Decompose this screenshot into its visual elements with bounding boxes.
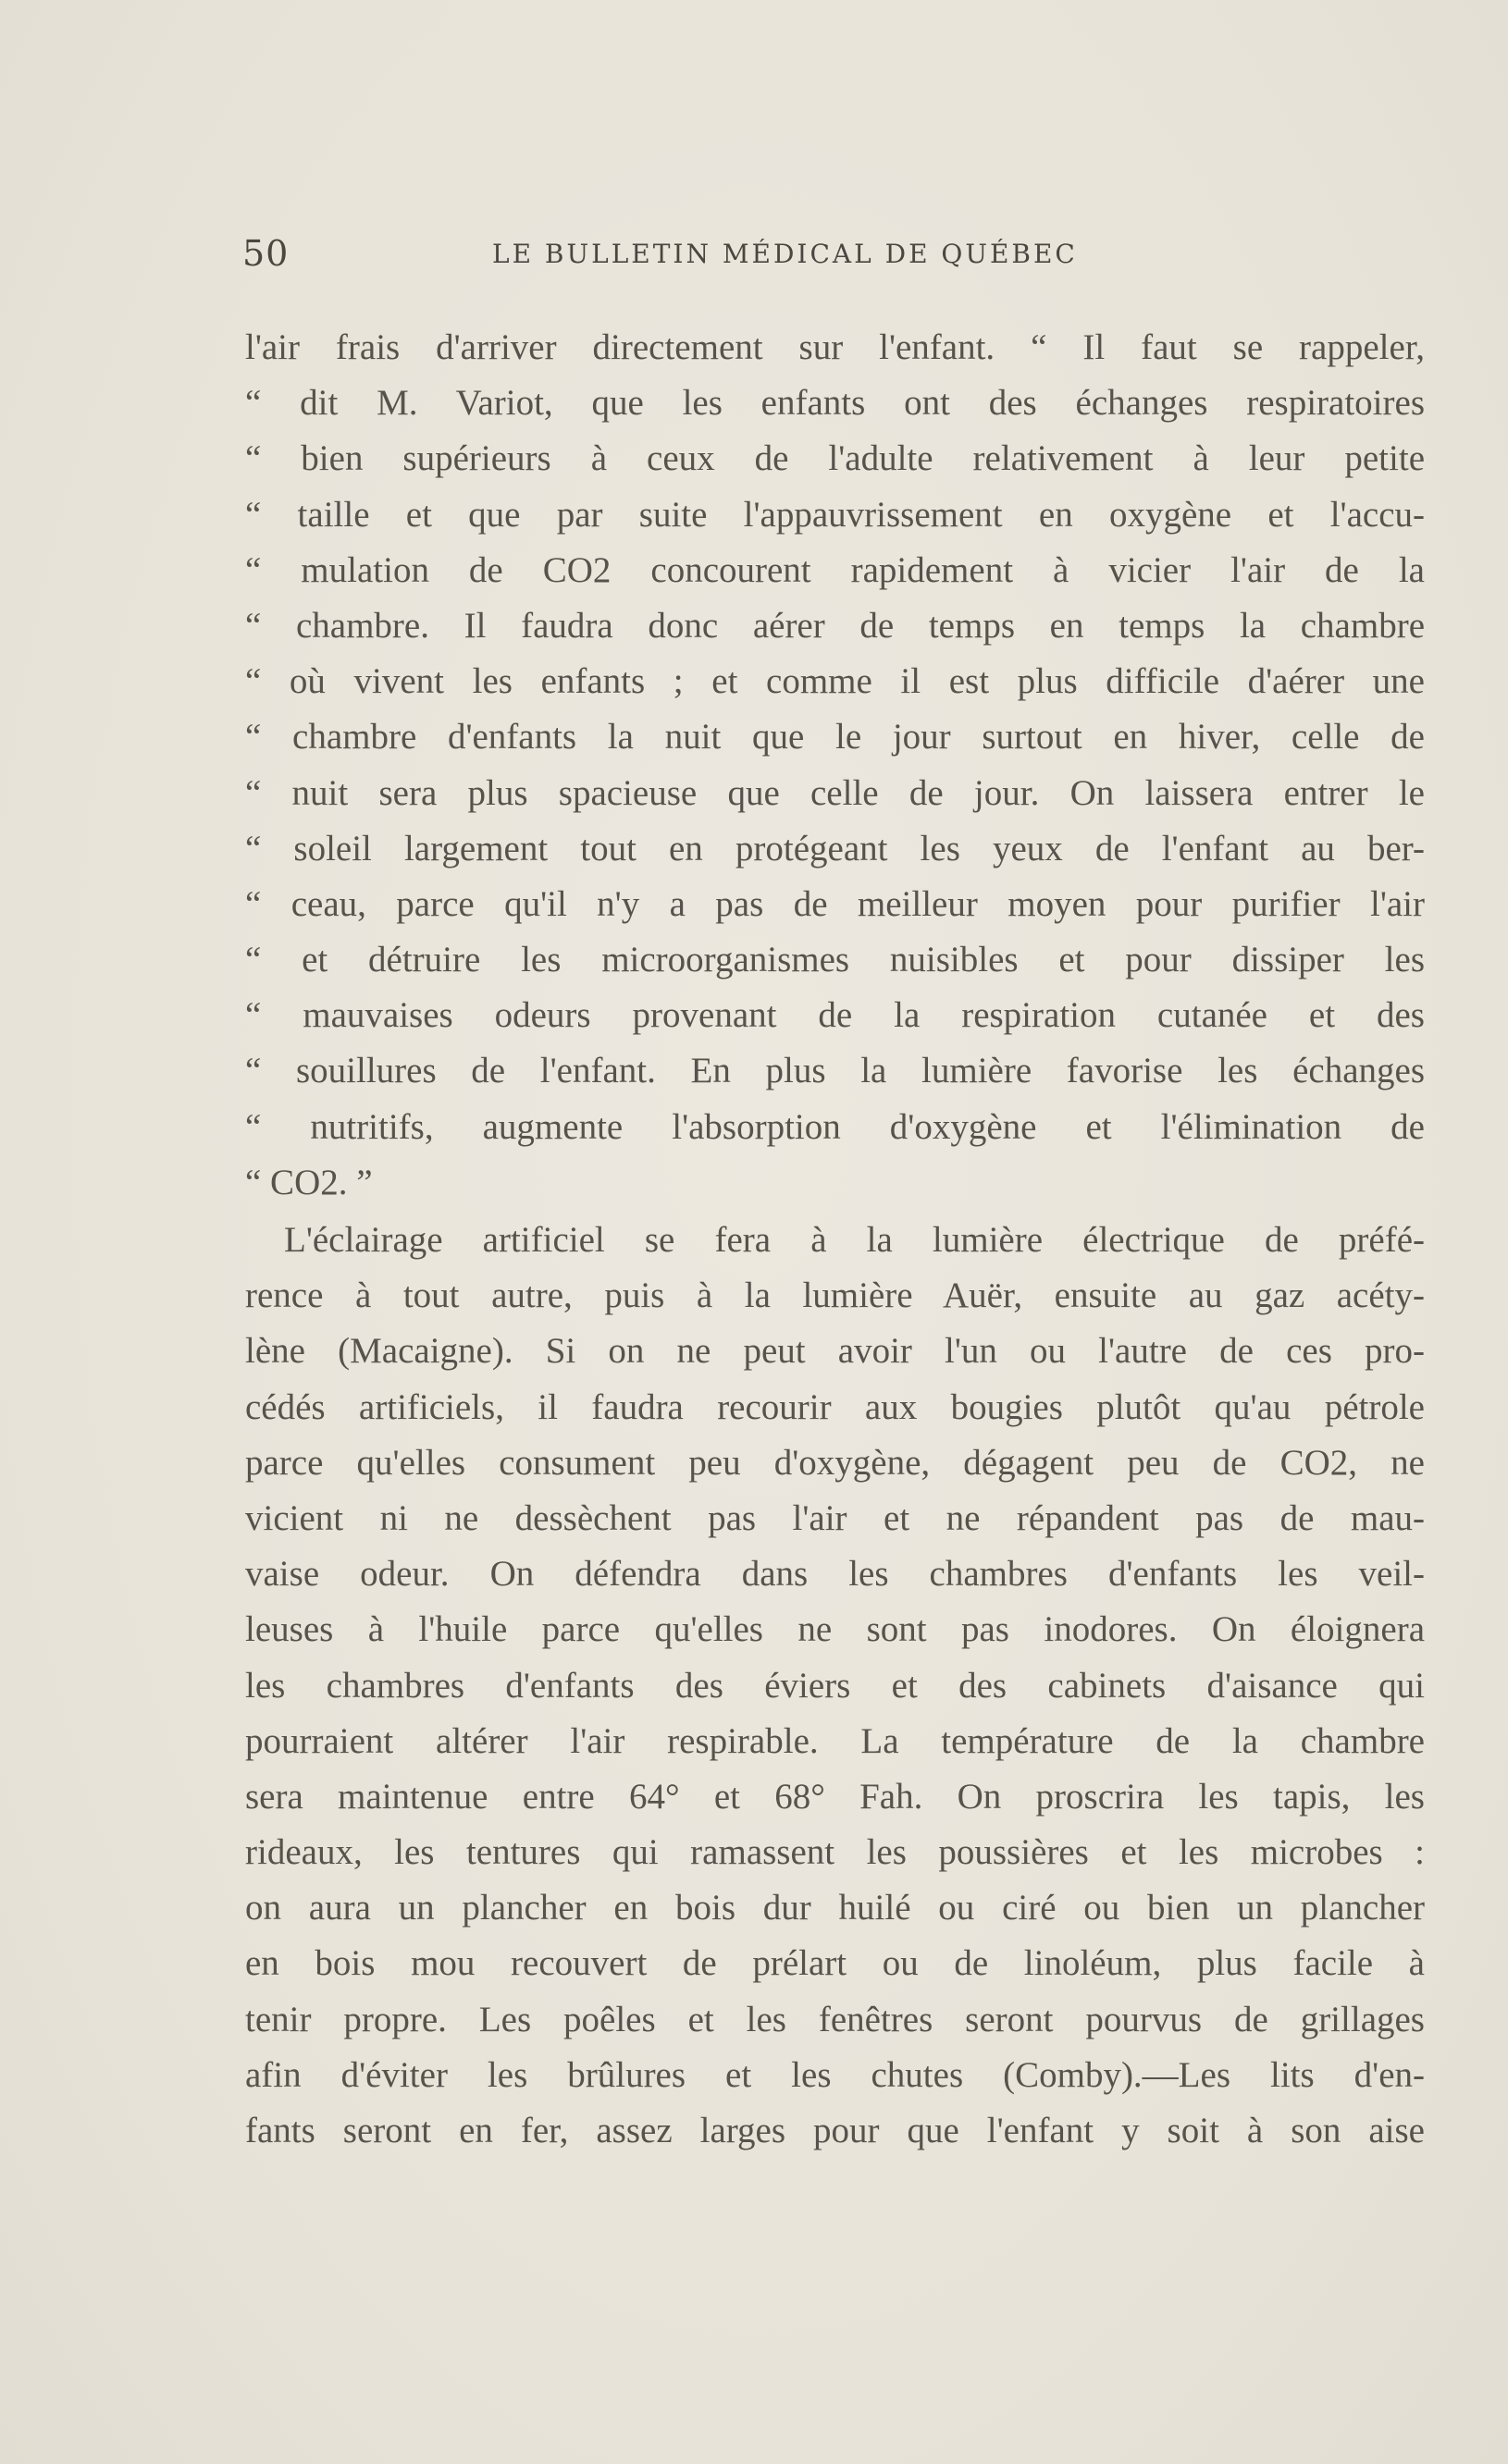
text-line: parce qu'elles consument peu d'oxygène, dégagent peu de CO2, ne [245, 1442, 1425, 1483]
text-line: “ nutritifs, augmente l'absorption d'oxygène et l'élimination de [245, 1106, 1425, 1147]
text-line: fants seront en fer, assez larges pour que l'enfant y soit à son aise [245, 2111, 1425, 2150]
text-line: vaise odeur. On défendra dans les chambres d'enfants les veil- [245, 1554, 1425, 1595]
text-line: rideaux, les tentures qui ramassent les poussières et les microbes : [245, 1832, 1425, 1873]
text-line: cédés artificiels, il faudra recourir aux bougies plutôt qu'au pétrole [245, 1386, 1425, 1427]
text-line: les chambres d'enfants des éviers et des cabinets d'aisance qui [245, 1665, 1425, 1706]
text-line: “ nuit sera plus spacieuse que celle de jour. On laissera entrer le [245, 772, 1425, 813]
text-line: “ chambre. Il faudra donc aérer de temps en temps la chambre [245, 605, 1425, 646]
text-line: leuses à l'huile parce qu'elles ne sont pas inodores. On éloignera [245, 1609, 1425, 1650]
text-line: “ taille et que par suite l'appauvrissement en oxygène et l'accu- [245, 494, 1425, 535]
text-line: L'éclairage artificiel se fera à la lumière électrique de préfé- [284, 1220, 1425, 1260]
text-line: rence à tout autre, puis à la lumière Auër, ensuite au gaz acéty- [245, 1275, 1425, 1316]
text-line: lène (Macaigne). Si on ne peut avoir l'un ou l'autre de ces pro- [245, 1331, 1425, 1372]
text-line: “ et détruire les microorganismes nuisibles et pour dissiper les [245, 940, 1425, 980]
text-line: “ CO2. ” [245, 1162, 373, 1202]
text-line: “ soleil largement tout en protégeant les yeux de l'enfant au ber- [245, 828, 1425, 869]
text-line: “ chambre d'enfants la nuit que le jour surtout en hiver, celle de [245, 717, 1425, 758]
text-line: “ mulation de CO2 concourent rapidement à vicier l'air de la [245, 549, 1425, 590]
body-text [245, 320, 1425, 2159]
text-line: on aura un plancher en bois dur huilé ou ciré ou bien un plancher [245, 1888, 1425, 1928]
text-line: “ souillures de l'enfant. En plus la lumière favorise les échanges [245, 1051, 1425, 1091]
running-head: LE BULLETIN MÉDICAL DE QUÉBEC [492, 239, 1078, 269]
text-line: “ ceau, parce qu'il n'y a pas de meilleur moyen pour purifier l'air [245, 883, 1425, 924]
text-line: l'air frais d'arriver directement sur l'enfant. “ Il faut se rappeler, [245, 327, 1425, 367]
page-header [242, 229, 1168, 285]
text-line: afin d'éviter les brûlures et les chutes (Comby).—Les lits d'en- [245, 2054, 1425, 2095]
text-line: “ bien supérieurs à ceux de l'adulte relativement à leur petite [245, 438, 1425, 479]
text-line: sera maintenue entre 64° et 68° Fah. On proscrira les tapis, les [245, 1776, 1425, 1817]
text-line: “ dit M. Variot, que les enfants ont des échanges respiratoires [245, 383, 1425, 424]
text-line: “ mauvaises odeurs provenant de la respiration cutanée et des [245, 995, 1425, 1036]
page-number: 50 [242, 233, 290, 274]
text-line: pourraient altérer l'air respirable. La température de la chambre [245, 1720, 1425, 1761]
text-line: en bois mou recouvert de prélart ou de linoléum, plus facile à [245, 1943, 1425, 1984]
text-line: tenir propre. Les poêles et les fenêtres seront pourvus de grillages [245, 1999, 1425, 2039]
text-line: vicient ni ne dessèchent pas l'air et ne répandent pas de mau- [245, 1497, 1425, 1538]
text-line: “ où vivent les enfants ; et comme il est plus difficile d'aérer une [245, 661, 1425, 702]
